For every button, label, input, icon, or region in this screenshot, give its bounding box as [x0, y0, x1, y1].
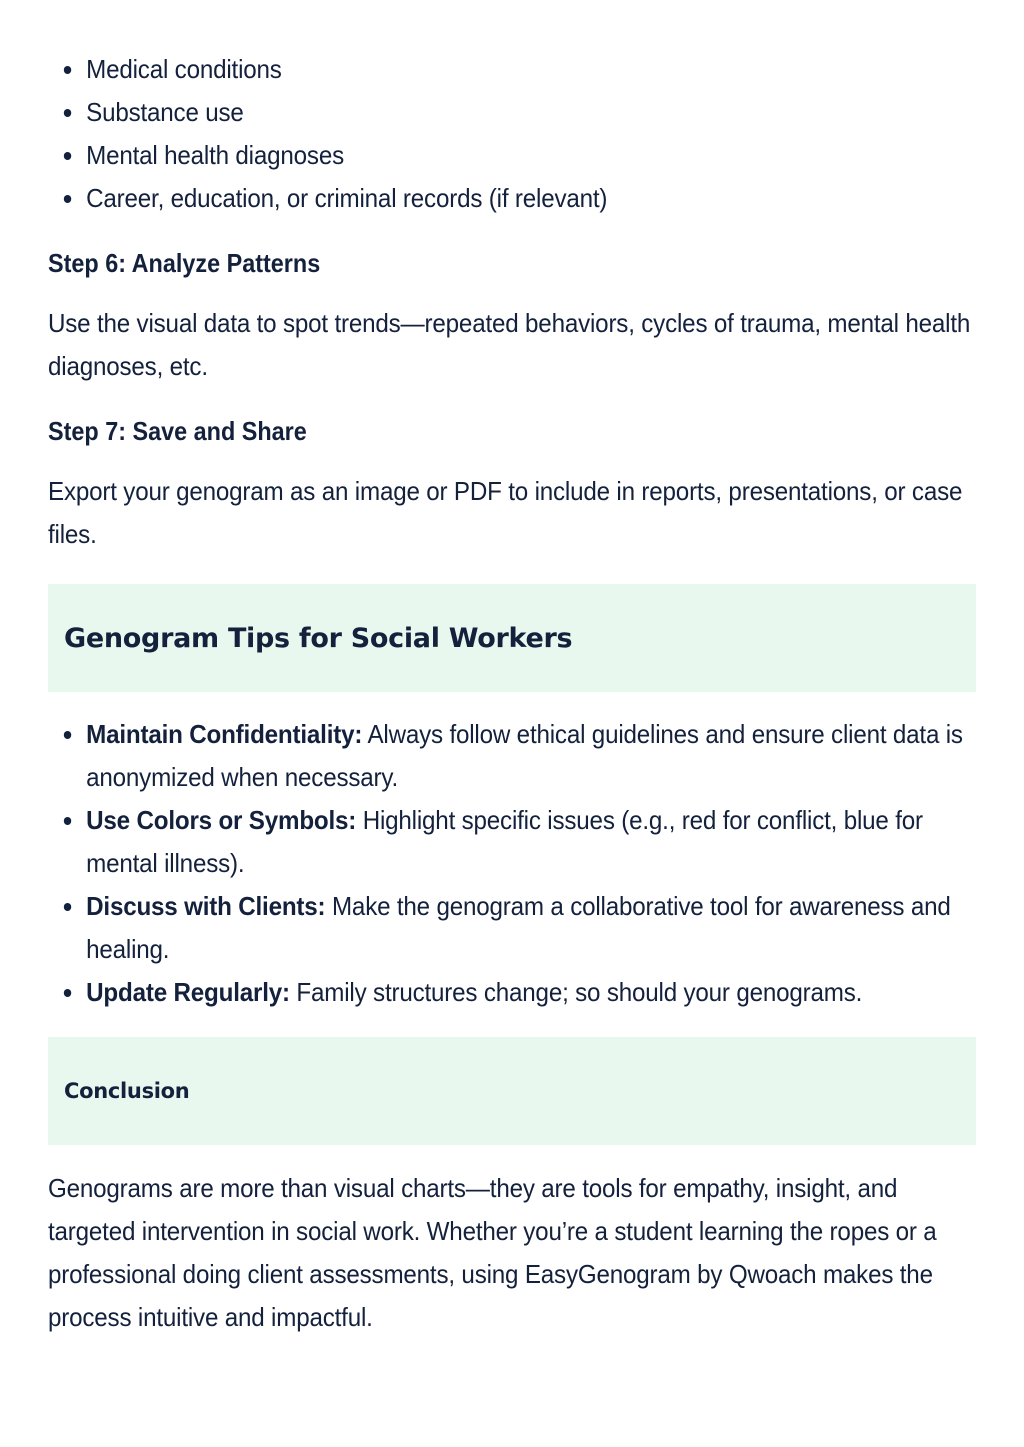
tip-label: Discuss with Clients: [86, 891, 326, 921]
list-item [48, 885, 976, 971]
step7-heading: Step 7: Save and Share [48, 416, 307, 446]
step6-heading: Step 6: Analyze Patterns [48, 248, 321, 278]
conclusion-body: Genograms are more than visual charts—they are tools for empathy, insight, and targeted intervention in social work. Whether you’re a student learning the ropes or a professional doing client assessments, using EasyGenogram by Qwoach makes the process intuitive and impactful. [48, 1173, 937, 1332]
tips-callout [48, 584, 976, 692]
tip-text: Family structures change; so should your genograms. [296, 977, 863, 1007]
step7-body: Export your genogram as an image or PDF to include in reports, presentations, or case files. [48, 476, 963, 549]
tip-label: Update Regularly: [86, 977, 290, 1007]
list-item [48, 971, 976, 1014]
intro-list [48, 48, 976, 220]
list-item: Career, education, or criminal records (if relevant) [48, 177, 976, 220]
list-item: Mental health diagnoses [48, 134, 976, 177]
conclusion-callout [48, 1037, 976, 1145]
list-item [48, 713, 976, 799]
tip-label: Maintain Confidentiality: [86, 719, 363, 749]
article-content [48, 48, 976, 1339]
tip-text: Make the genogram a collaborative tool for awareness and healing. [86, 891, 951, 964]
conclusion-heading: Conclusion [64, 1079, 190, 1103]
tip-text: Always follow ethical guidelines and ensure client data is anonymized when necessary. [86, 719, 963, 792]
list-item: Medical conditions [48, 48, 976, 91]
list-item [48, 799, 976, 885]
tips-list [48, 713, 976, 1014]
tip-text: Highlight specific issues (e.g., red for conflict, blue for mental illness). [86, 805, 923, 878]
tip-label: Use Colors or Symbols: [86, 805, 357, 835]
list-item: Substance use [48, 91, 976, 134]
tips-heading: Genogram Tips for Social Workers [64, 622, 573, 654]
step6-body: Use the visual data to spot trends—repeated behaviors, cycles of trauma, mental health diagnoses, etc. [48, 308, 971, 381]
